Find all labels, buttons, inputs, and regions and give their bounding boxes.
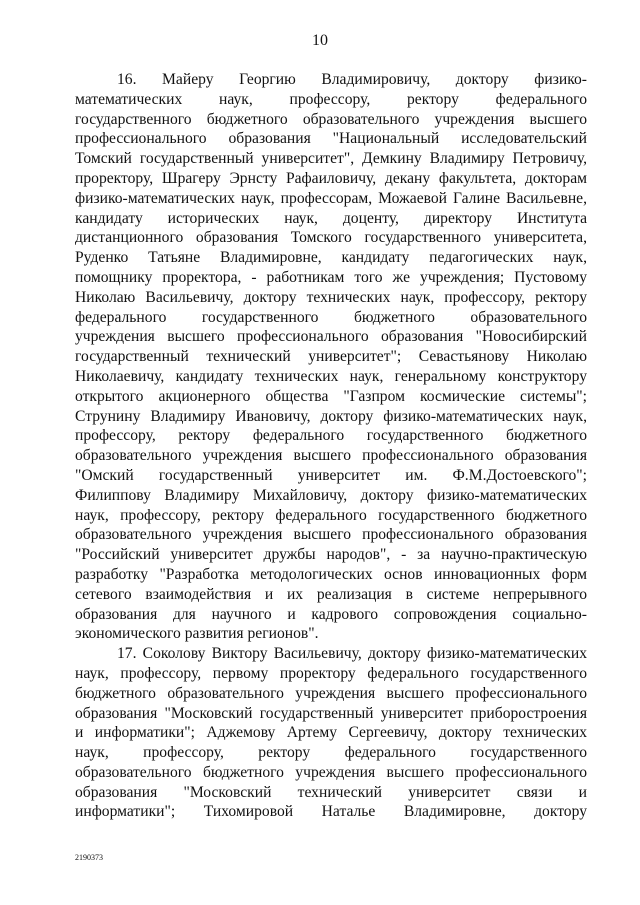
- text-line: образования "Московский государственный университет приборостроения: [75, 704, 587, 722]
- text-line: образовательного учреждения высшего профессионального образования: [75, 526, 587, 544]
- paragraph-17: [75, 644, 587, 822]
- text-line: 16. Майеру Георгию Владимировичу, доктору физико-: [117, 71, 587, 88]
- text-line: проректору, Шрагеру Эрнсту Рафаиловичу, декану факультета, докторам: [75, 169, 587, 187]
- text-line: наук, профессору, первому проректору федерального государственного: [75, 664, 587, 682]
- text-line: "Омский государственный университет им. Ф.М.Достоевского";: [75, 466, 587, 484]
- text-line: дистанционного образования Томского государственного университета,: [75, 229, 587, 247]
- text-line: образовательного бюджетного учреждения высшего профессионального: [75, 763, 587, 781]
- text-line: и информатики"; Аджемову Артему Сергеевичу, доктору технических: [75, 724, 587, 742]
- text-line: образования "Московский технический университет связи и: [75, 783, 587, 801]
- text-line: бюджетного образовательного учреждения высшего профессионального: [75, 684, 587, 702]
- text-line: наук, профессору, ректору федерального государственного: [75, 744, 587, 762]
- text-line: образования для научного и кадрового сопровождения социально-: [75, 605, 587, 623]
- text-line: кандидату исторических наук, доценту, директору Института: [75, 209, 587, 227]
- text-line: Томский государственный университет", Демкину Владимиру Петровичу,: [75, 150, 587, 168]
- text-line: учреждения высшего профессионального образования "Новосибирский: [75, 328, 587, 346]
- text-line: Николаю Васильевичу, доктору технических наук, профессору, ректору: [75, 288, 587, 306]
- text-line: сетевого взаимодействия и их реализация в системе непрерывного: [75, 585, 587, 603]
- text-line: 17. Соколову Виктору Васильевичу, доктору физико-математических: [117, 645, 587, 663]
- text-line: Николаевичу, кандидату технических наук, генеральному конструктору: [75, 367, 587, 385]
- text-line: открытого акционерного общества "Газпром космические системы";: [75, 387, 587, 405]
- document-code: 2190373: [75, 853, 103, 862]
- text-line: математических наук, профессору, ректору федерального: [75, 90, 587, 108]
- text-line: наук, профессору, ректору федерального государственного бюджетного: [75, 506, 587, 524]
- text-line: информатики"; Тихомировой Наталье Владимировне, доктору: [75, 803, 587, 821]
- text-line: помощнику проректора, - работникам того же учреждения; Пустовому: [75, 268, 587, 286]
- text-line: федерального государственного бюджетного образовательного: [75, 308, 587, 326]
- text-line: государственный технический университет"; Севастьянову Николаю: [75, 348, 587, 366]
- paragraph-16: [75, 70, 587, 644]
- document-body: [75, 70, 587, 822]
- text-line: государственного бюджетного образовательного учреждения высшего: [75, 110, 587, 128]
- text-line: экономического развития регионов".: [75, 625, 319, 643]
- text-line: физико-математических наук, профессорам, Можаевой Галине Васильевне,: [75, 189, 587, 207]
- text-line: разработку "Разработка методологических основ инновационных форм: [75, 565, 587, 583]
- text-line: "Российский университет дружбы народов", - за научно-практическую: [75, 546, 587, 564]
- text-line: Филиппову Владимиру Михайловичу, доктору физико-математических: [75, 486, 587, 504]
- text-line: Струнину Владимиру Ивановичу, доктору физико-математических наук,: [75, 407, 587, 425]
- text-line: профессионального образования "Национальный исследовательский: [75, 130, 587, 148]
- text-line: Руденко Татьяне Владимировне, кандидату педагогических наук,: [75, 249, 587, 267]
- page-number: 10: [312, 32, 328, 49]
- text-line: образовательного учреждения высшего профессионального образования: [75, 447, 587, 465]
- text-line: профессору, ректору федерального государственного бюджетного: [75, 427, 587, 445]
